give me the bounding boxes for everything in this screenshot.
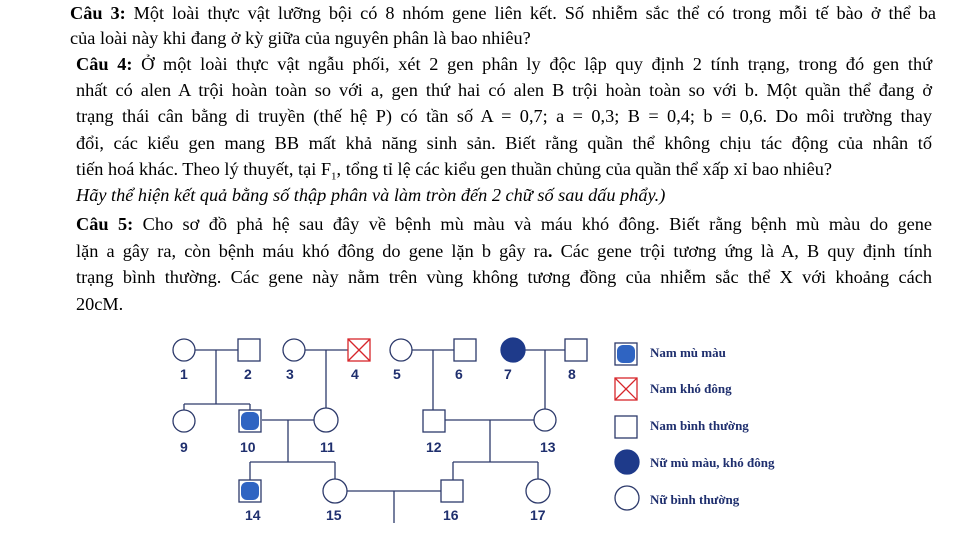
legend-label-affected-female: Nữ mù màu, khó đông (650, 455, 775, 470)
q3-line-1 (70, 2, 936, 24)
individual-8-normal-male (565, 339, 587, 361)
label-2: 2 (244, 366, 252, 382)
individual-10-colorblind-male (239, 410, 261, 432)
label-12: 12 (426, 439, 442, 455)
label-4: 4 (351, 366, 359, 382)
label-17: 17 (530, 507, 546, 523)
label-16: 16 (443, 507, 459, 523)
q4-text-5b: , tổng tỉ lệ các kiểu gen thuần chủng của quần thể xấp xỉ bao nhiêu? (336, 159, 833, 179)
individual-11-normal-female (314, 408, 338, 432)
individual-15-normal-female (323, 479, 347, 503)
legend-label-normal-female: Nữ bình thường (650, 492, 740, 507)
q5-text-2a: lặn a gây ra, còn bệnh máu khó đông do gene lặn b gây ra (76, 241, 548, 261)
individual-12-normal-male (423, 410, 445, 432)
q4-number: Câu 4: (76, 54, 133, 74)
legend-label-normal-male: Nam bình thường (650, 418, 749, 433)
individual-13-normal-female (534, 409, 556, 431)
individual-6-normal-male (454, 339, 476, 361)
q4-subscript: 1 (331, 170, 337, 183)
label-14: 14 (245, 507, 261, 523)
q3-line-2: của loài này khi đang ở kỳ giữa của nguyên phân là bao nhiêu? (70, 28, 531, 48)
label-6: 6 (455, 366, 463, 382)
empty-circle-icon (615, 486, 639, 510)
empty-square-icon (615, 416, 637, 438)
q5-line-1 (76, 213, 932, 235)
q5-line-2 (76, 240, 932, 262)
label-11: 11 (320, 439, 335, 455)
q4-text-1: Ở một loài thực vật ngẫu phối, xét 2 gen phân ly độc lập quy định 2 tính trạng, trong đó gen thứ (141, 54, 933, 74)
blue-square-icon (615, 343, 637, 365)
filled-circle-icon (615, 450, 639, 474)
individual-9-normal-female (173, 410, 195, 432)
label-8: 8 (568, 366, 576, 382)
label-1: 1 (180, 366, 188, 382)
q5-line-4: 20cM. (76, 294, 124, 314)
individual-2-normal-male (238, 339, 260, 361)
q4-line-2: nhất có alen A trội hoàn toàn so với a, gen thứ hai có alen B trội hoàn toàn so với b. Một quần thể đang ở (76, 80, 932, 100)
q4-line-3: trạng thái cân bằng di truyền (thế hệ P) có tần số A = 0,7; a = 0,3; B = 0,4; b = 0,6. Do môi trường thay (76, 106, 932, 126)
label-10: 10 (240, 439, 256, 455)
q5-number: Câu 5: (76, 214, 134, 234)
q4-text-5a: tiến hoá khác. Theo lý thuyết, tại F (76, 159, 332, 179)
individual-5-normal-female (390, 339, 412, 361)
label-13: 13 (540, 439, 556, 455)
q5-text-1: Cho sơ đồ phả hệ sau đây về bệnh mù màu và máu khó đông. Biết rằng bệnh mù màu do gene (142, 214, 932, 234)
crossed-square-icon (615, 378, 637, 400)
q4-line-4: đổi, các kiểu gen mang BB mất khả năng sinh sản. Biết rằng quần thể không chịu tác động của nhân tố (76, 133, 932, 153)
q5-text-2dot: . (547, 241, 553, 261)
q5-text-2b: Các gene trội tương ứng là A, B quy định tính (552, 241, 933, 261)
label-5: 5 (393, 366, 401, 382)
q4-line-1 (76, 53, 932, 75)
label-3: 3 (286, 366, 294, 382)
individual-16-normal-male (441, 480, 463, 502)
label-7: 7 (504, 366, 512, 382)
label-9: 9 (180, 439, 188, 455)
individual-17-normal-female (526, 479, 550, 503)
individual-4-hemophilia-male (348, 339, 370, 361)
individual-1-normal-female (173, 339, 195, 361)
label-15: 15 (326, 507, 342, 523)
individual-3-normal-female (283, 339, 305, 361)
legend-label-hemophilia-male: Nam khó đông (650, 381, 732, 396)
individual-14-colorblind-male (239, 480, 261, 502)
q4-line-6: Hãy thể hiện kết quả bằng số thập phân và làm tròn đến 2 chữ số sau dấu phẩy.) (76, 185, 666, 205)
q3-number: Câu 3: (70, 3, 126, 23)
q3-text-1: Một loài thực vật lưỡng bội có 8 nhóm gene liên kết. Số nhiễm sắc thể có trong mỗi tế bào ở thể ba (133, 3, 937, 23)
pedigree-diagram (0, 320, 640, 543)
q5-line-3: trạng bình thường. Các gene này nằm trên vùng không tương đồng của nhiễm sắc thể X với khoảng cách (76, 267, 932, 287)
individual-7-affected-female (501, 338, 525, 362)
legend-label-colorblind-male: Nam mù màu (650, 345, 726, 360)
